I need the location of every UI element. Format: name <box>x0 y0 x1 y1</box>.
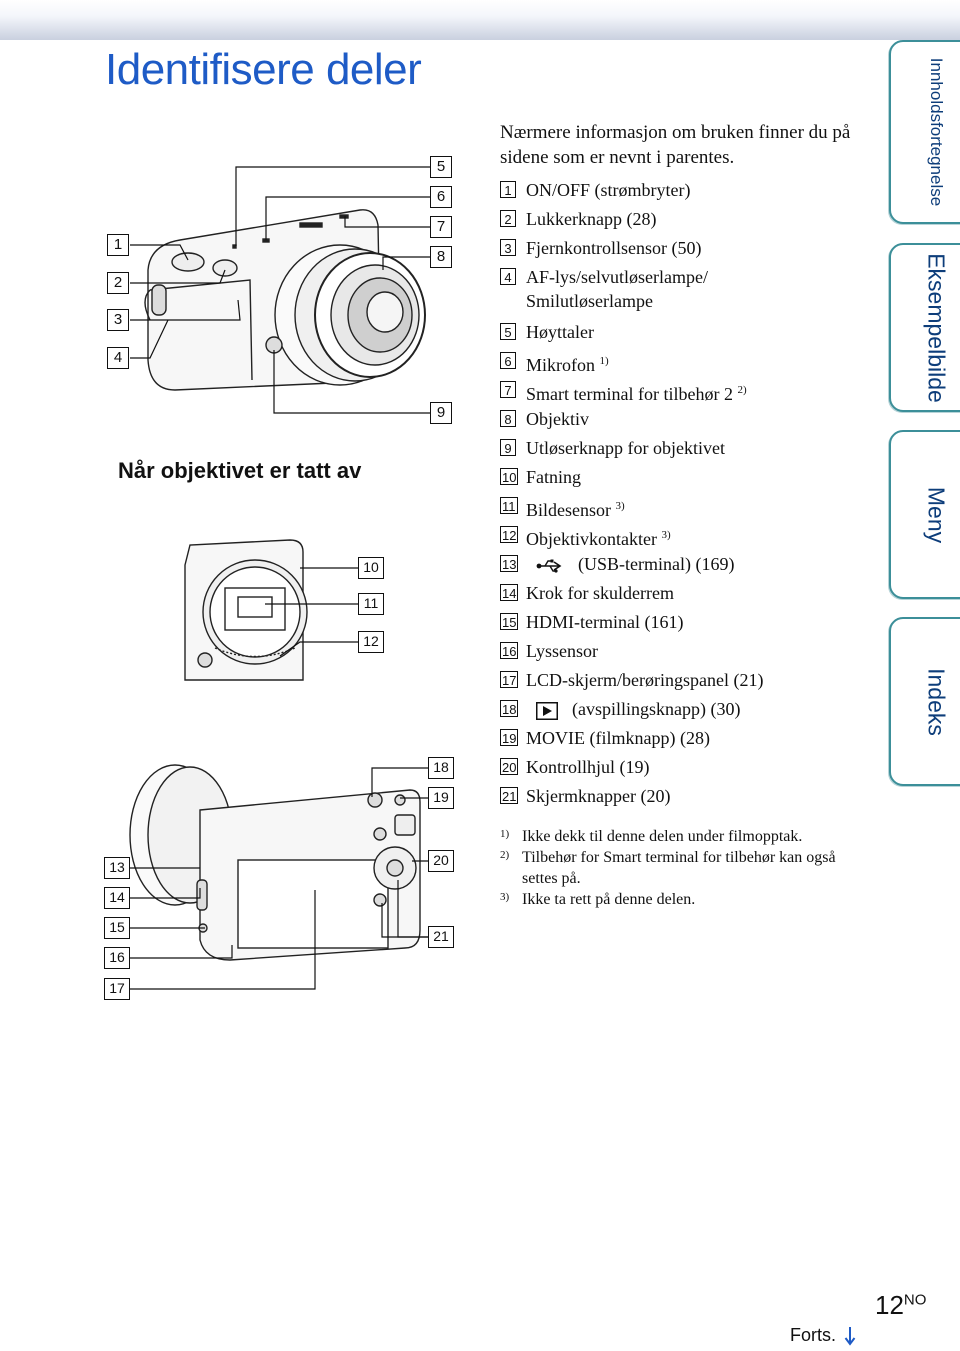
list-item: 16 Lyssensor <box>502 641 598 661</box>
callout-14: 14 <box>104 887 130 909</box>
footnote: 1) Ikke dekk til denne delen under filmopptak. <box>500 828 803 845</box>
item-number: 20 <box>502 760 517 775</box>
play-icon <box>536 702 558 720</box>
list-item: 12 Objektivkontakter $^{3)}$ <box>502 528 671 549</box>
item-number: 11 <box>502 499 516 514</box>
callout-21: 21 <box>428 926 454 948</box>
footnote: 3) Ikke ta rett på denne delen. <box>500 891 696 908</box>
footnote: 2) Tilbehør for Smart terminal for tilbehør kan også settes på. <box>500 849 836 887</box>
list-item: 20 Kontrollhjul (19) <box>502 757 650 777</box>
callout-7: 7 <box>430 216 452 238</box>
callout-3: 3 <box>107 309 129 331</box>
callout-9: 9 <box>430 402 452 424</box>
item-number: 10 <box>502 470 517 485</box>
item-number: 17 <box>502 673 517 688</box>
item-number: 1 <box>500 181 516 198</box>
item-number: 3 <box>500 239 516 256</box>
item-number: 18 <box>502 702 517 717</box>
list-item: 11 Bildesensor $^{3)}$ <box>502 499 625 520</box>
item-number: 12 <box>502 528 517 543</box>
callout-6: 6 <box>430 186 452 208</box>
front-camera-figure <box>145 210 425 390</box>
list-item: 9 Utløserknapp for objektivet <box>500 436 880 465</box>
item-number: 7 <box>500 381 516 398</box>
list-item: 14 Krok for skulderrem <box>502 583 674 603</box>
item-number: 14 <box>502 586 517 601</box>
arrow-down-icon <box>844 1326 856 1346</box>
callout-5: 5 <box>430 156 452 178</box>
item-number: 6 <box>500 352 516 369</box>
usb-icon <box>536 559 564 573</box>
list-item: 18 (avspillingsknapp) (30) <box>502 699 741 719</box>
footnote-ref: 3) <box>615 500 625 512</box>
rear-camera-figure <box>130 765 420 960</box>
item-number: 16 <box>502 644 517 659</box>
callout-10: 10 <box>358 557 384 579</box>
list-item: 1 ON/OFF (strømbryter) <box>500 178 880 207</box>
callout-4: 4 <box>107 347 129 369</box>
footnotes <box>500 826 860 910</box>
list-item: 3 Fjernkontrollsensor (50) <box>500 236 880 265</box>
intro-text: Nærmere informasjon om bruken finner du på sidene som er nevnt i parentes. <box>500 122 851 168</box>
list-item: 7 Smart terminal for tilbehør 2 $^{2)}$ <box>500 378 880 407</box>
callout-15: 15 <box>104 917 130 939</box>
footnote-ref: 1) <box>599 355 609 367</box>
list-item: 15 HDMI-terminal (161) <box>502 612 684 632</box>
footnote-ref: 2) <box>737 384 747 396</box>
list-item: 4 AF-lys/selvutløserlampe/ Smilutløserlampe <box>500 265 880 320</box>
callout-16: 16 <box>104 947 130 969</box>
parts-list <box>500 178 880 813</box>
tab-index[interactable]: Indeks <box>889 617 960 786</box>
tab-contents[interactable]: Innholdsfortegnelse <box>889 40 960 224</box>
callout-2: 2 <box>107 272 129 294</box>
tab-sample-images[interactable]: Eksempelbilde <box>889 243 960 412</box>
list-item: 13 (USB-terminal) (169) <box>502 554 735 574</box>
item-number: 4 <box>500 268 516 285</box>
callout-19: 19 <box>428 787 454 809</box>
item-number: 21 <box>502 789 517 804</box>
callout-18: 18 <box>428 757 454 779</box>
callout-17: 17 <box>104 978 130 1000</box>
callout-11: 11 <box>358 593 384 615</box>
item-number: 19 <box>502 731 517 746</box>
list-item: 8 Objektiv <box>500 407 880 436</box>
page-number: $12^{NO}$ <box>875 1290 927 1320</box>
list-item: 10 Fatning <box>502 467 582 487</box>
item-number: 9 <box>500 439 516 456</box>
item-number: 8 <box>500 410 516 427</box>
callout-13: 13 <box>104 857 130 879</box>
item-number: 15 <box>502 615 517 630</box>
tab-menu[interactable]: Meny <box>889 430 960 599</box>
callout-20: 20 <box>428 850 454 872</box>
list-item: 21 Skjermknapper (20) <box>502 786 671 806</box>
callout-1: 1 <box>107 234 129 256</box>
page-title: Identifisere deler <box>105 45 422 94</box>
continued-link[interactable]: Forts. <box>790 1325 856 1346</box>
list-item: 2 Lukkerknapp (28) <box>500 207 880 236</box>
callout-8: 8 <box>430 246 452 268</box>
list-item: 17 LCD-skjerm/berøringspanel (21) <box>502 670 764 690</box>
item-number: 5 <box>500 323 516 340</box>
item-number: 2 <box>500 210 516 227</box>
item-number: 13 <box>502 557 517 572</box>
footnote-ref: 3) <box>661 529 671 541</box>
list-item: 5 Høyttaler <box>500 320 880 349</box>
list-item: 19 MOVIE (filmknapp) (28) <box>502 728 710 748</box>
lens-off-heading: Når objektivet er tatt av <box>118 458 362 483</box>
lens-off-figure <box>185 540 307 680</box>
callout-12: 12 <box>358 631 384 653</box>
list-item: 6 Mikrofon $^{1)}$ <box>500 349 880 378</box>
